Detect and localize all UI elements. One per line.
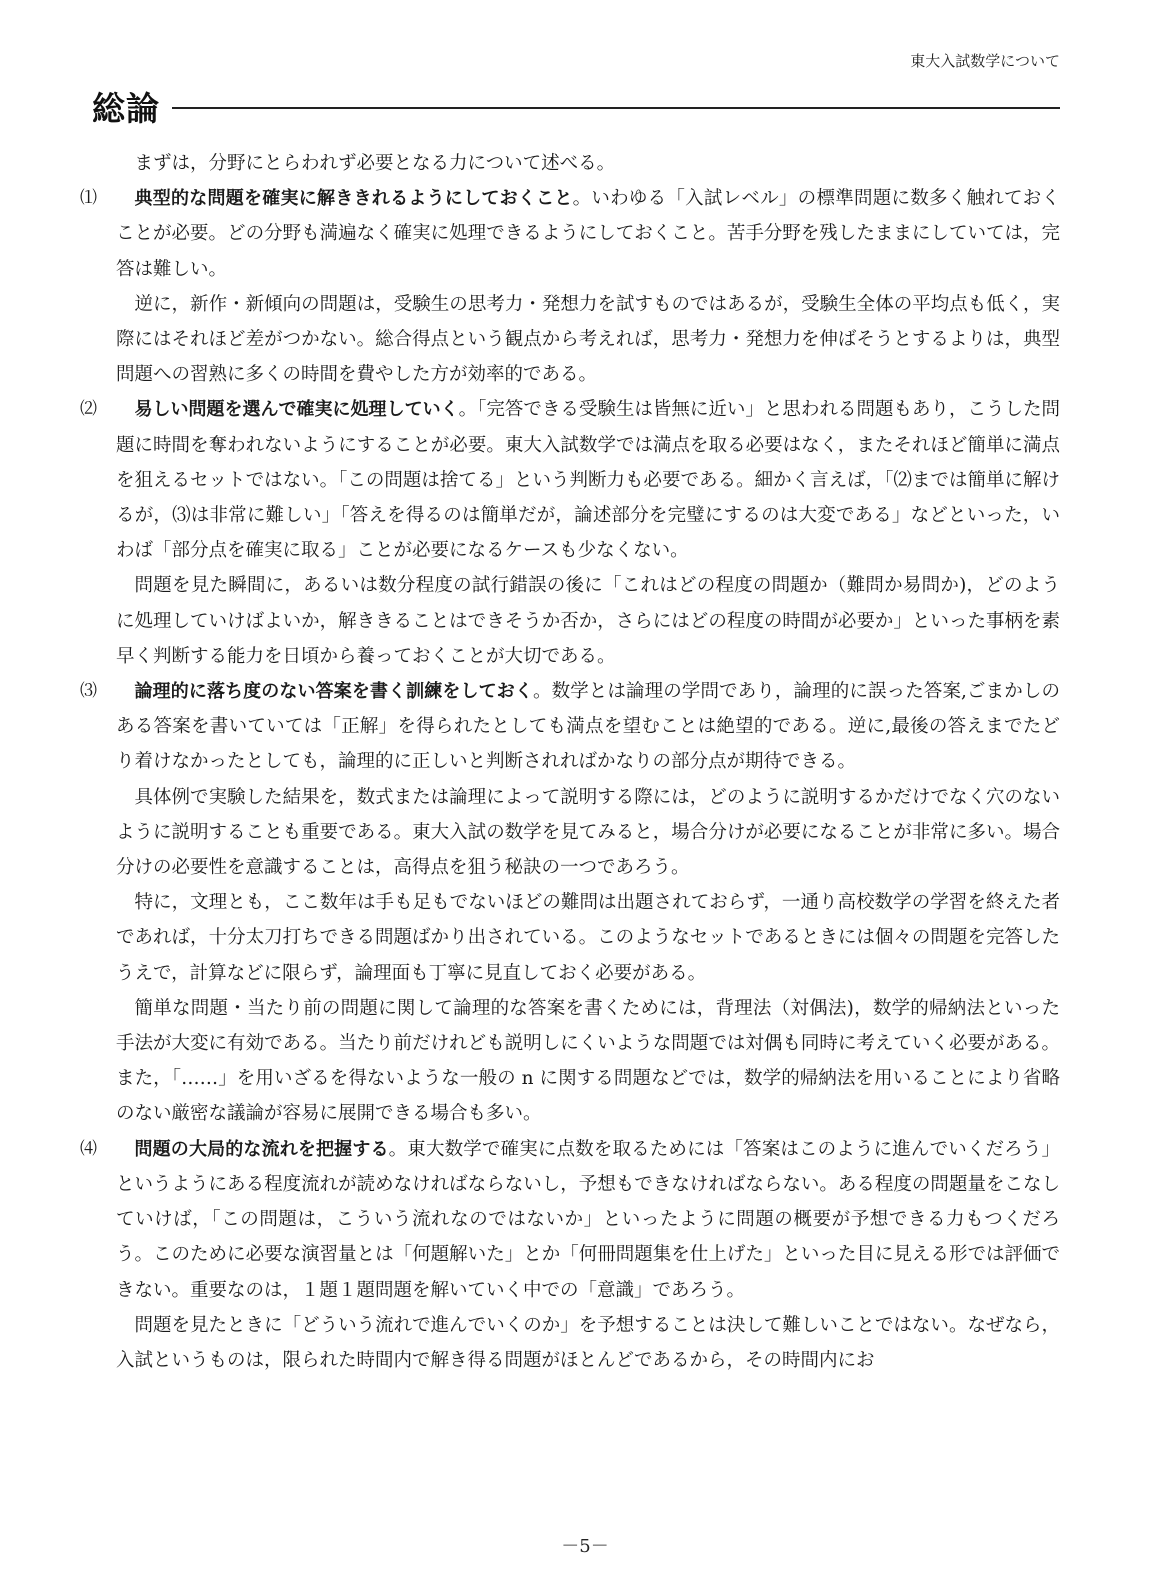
item-lead-paragraph <box>116 392 1060 568</box>
item-paragraph: 逆に，新作・新傾向の問題は，受験生の思考力・発想力を試すものではあるが，受験生全体の平均点も低く，実際にはそれほど差がつかない。総合得点という観点から考えれば，思考力・発想力を伸ばそうとするよりは，典型問題への習熟に多くの時間を費やした方が効率的である。 <box>116 293 1060 386</box>
item-number: ⑶ <box>80 681 97 702</box>
item-lead-text: 。「完答できる受験生は皆無に近い」と思われる問題もあり，こうした問題に時間を奪われないようにすることが必要。東大入試数学では満点を取る必要はなく，またそれほど簡単に満点を狙えるセットではない。「この問題は捨てる」という判断力も必要である。細かく言えば，「⑵までは簡単に解けるが，⑶は非常に難しい」「答えを得るのは簡単だが，論述部分を完璧にするのは大変である」などといった，いわば「部分点を確実に取る」ことが必要になるケースも少なくない。 <box>116 399 1060 562</box>
list-item-4 <box>80 1132 1060 1378</box>
item-number: ⑵ <box>80 399 97 420</box>
running-head: 東大入試数学について <box>910 52 1060 70</box>
item-number: ⑴ <box>80 188 97 209</box>
item-heading: 問題の大局的な流れを把握する <box>134 1138 389 1160</box>
item-paragraph: 問題を見たときに「どういう流れで進んでいくのか」を予想することは決して難しいことではない。なぜなら，入試というものは，限られた時間内で解き得る問題がほとんどであるから，その時間内にお <box>116 1314 1060 1371</box>
item-lead-text: 。数学とは論理の学問であり，論理的に誤った答案,ごまかしのある答案を書いていては「正解」を得られたとしても満点を望むことは絶望的である。逆に,最後の答えまでたどり着けなかったとしても，論理的に正しいと判断されればかなりの部分点が期待できる。 <box>116 681 1060 773</box>
item-paragraph: 簡単な問題・当たり前の問題に関して論理的な答案を書くためには，背理法（対偶法)，数学的帰納法といった手法が大変に有効である。当たり前だけれども説明しにくいような問題では対偶も同時に考えていく必要がある。また，「……」を用いざるを得ないような一般の n に関する問題などでは，数学的帰納法を用いることにより省略のない厳密な議論が容易に展開できる場合も多い。 <box>116 997 1060 1125</box>
item-heading: 易しい問題を選んで確実に処理していく <box>134 399 459 421</box>
item-heading: 典型的な問題を確実に解ききれるようにしておくこと <box>134 188 573 210</box>
item-lead-text: 。いわゆる「入試レベル」の標準問題に数多く触れておくことが必要。どの分野も満遍なく確実に処理できるようにしておくこと。苦手分野を残したままにしていては，完答は難しい。 <box>116 188 1060 280</box>
section-rule <box>172 107 1060 109</box>
item-paragraph: 具体例で実験した結果を，数式または論理によって説明する際には，どのように説明するかだけでなく穴のないように説明することも重要である。東大入試の数学を見てみると，場合分けが必要になることが非常に多い。場合分けの必要性を意識することは，高得点を狙う秘訣の一つであろう。 <box>116 786 1060 879</box>
intro-paragraph: まずは，分野にとらわれず必要となる力について述べる。 <box>134 153 616 174</box>
section-header <box>92 84 1060 128</box>
item-lead-text: 。東大数学で確実に点数を取るためには「答案はこのように進んでいくだろう」というようにある程度流れが読めなければならないし，予想もできなければならない。ある程度の問題量をこなしていけば，「この問題は，こういう流れなのではないか」といったように問題の概要が予想できる力もつくだろう。このために必要な演習量とは「何題解いた」とか「何冊問題集を仕上げた」といった目に見える形では評価できない。重要なのは，１題１題問題を解いていく中での「意識」であろう。 <box>116 1138 1060 1301</box>
item-lead-paragraph <box>116 181 1060 287</box>
list-item-1 <box>80 181 1060 392</box>
item-lead-paragraph <box>116 674 1060 780</box>
item-lead-paragraph <box>116 1132 1060 1308</box>
item-paragraph: 特に，文理とも，ここ数年は手も足もでないほどの難問は出題されておらず，一通り高校数学の学習を終えた者であれば，十分太刀打ちできる問題ばかり出されている。このようなセットであるときには個々の問題を完答したうえで，計算などに限らず，論理面も丁寧に見直しておく必要がある。 <box>116 892 1060 984</box>
list-item-2 <box>80 392 1060 674</box>
item-heading: 論理的に落ち度のない答案を書く訓練をしておく <box>134 681 533 703</box>
section-title: 総論 <box>92 88 160 128</box>
item-paragraph: 問題を見た瞬間に，あるいは数分程度の試行錯誤の後に「これはどの程度の問題か（難問か易問か)，どのように処理していけばよいか，解ききることはできそうか否か，さらにはどの程度の時間が必要か」といった事柄を素早く判断する能力を日頃から養っておくことが大切である。 <box>116 575 1060 667</box>
item-number: ⑷ <box>80 1138 97 1159</box>
list-item-3 <box>80 674 1060 1132</box>
body-text <box>80 146 1060 1378</box>
page-number: －5－ <box>561 1536 609 1557</box>
